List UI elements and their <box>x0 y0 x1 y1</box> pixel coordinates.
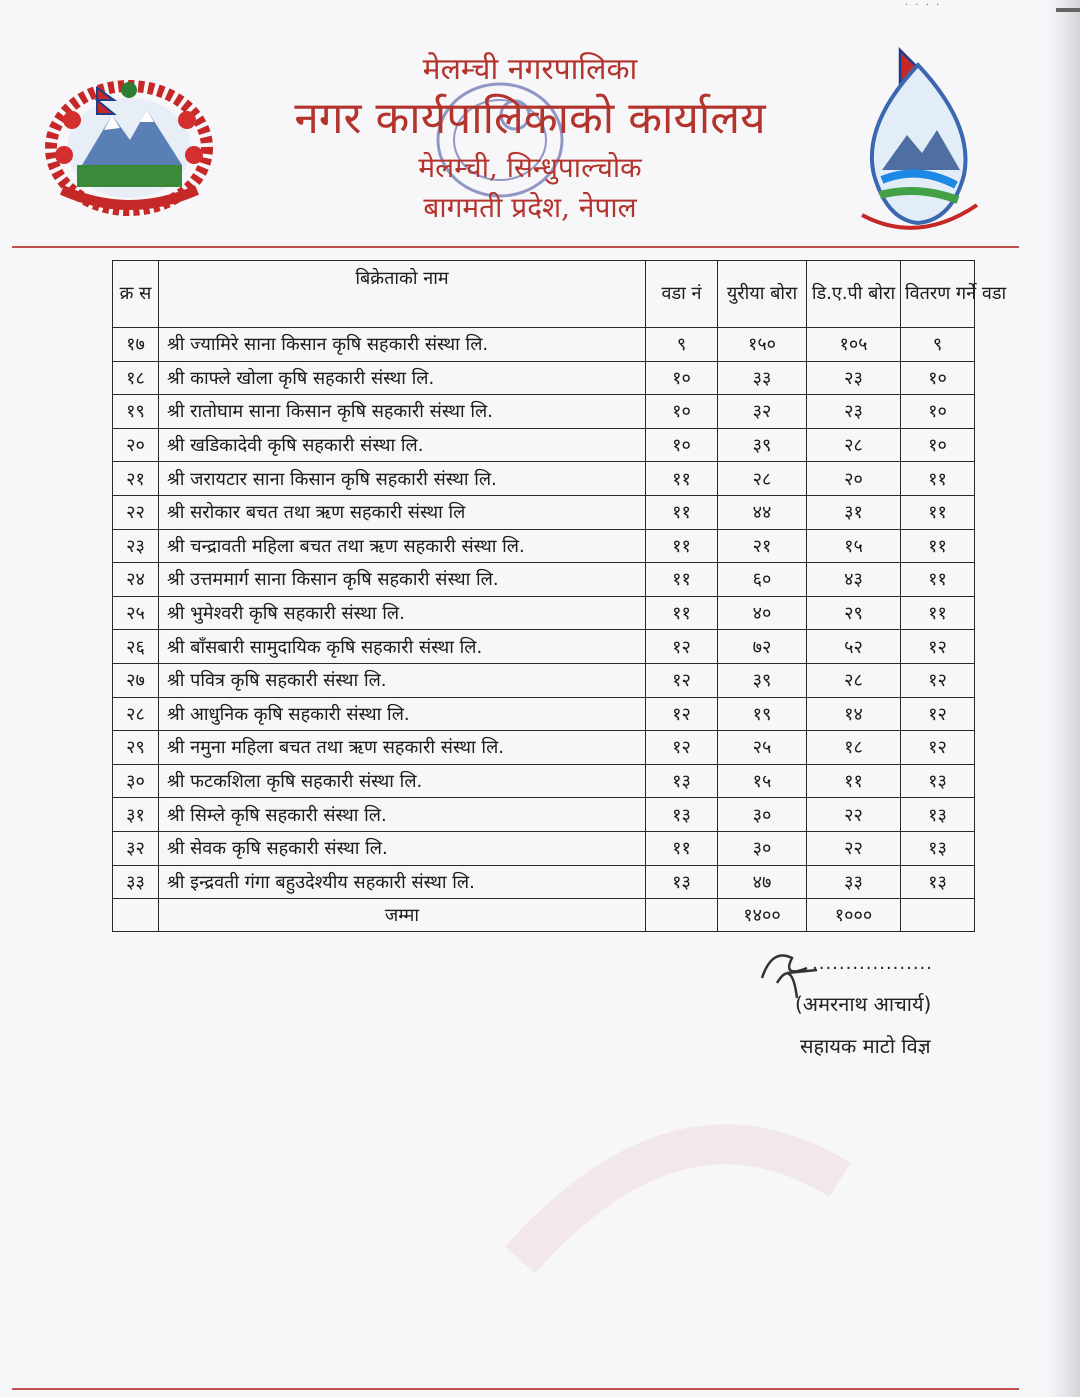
table-row <box>113 865 975 899</box>
municipality-name: मेलम्ची नगरपालिका <box>422 52 638 87</box>
ward-no-cell: ९ <box>646 328 718 362</box>
serial-cell: २८ <box>113 697 159 731</box>
distribution-ward-cell: १० <box>901 395 975 429</box>
faint-watermark <box>500 1060 860 1300</box>
seller-name-cell: श्री फटकशिला कृषि सहकारी संस्था लि. <box>159 764 646 798</box>
col-header-urea: युरीया बोरा <box>718 261 807 328</box>
table-row <box>113 563 975 597</box>
ward-no-cell: ११ <box>646 831 718 865</box>
seller-name-cell: श्री जरायटार साना किसान कृषि सहकारी संस्था लि. <box>159 462 646 496</box>
dap-cell: १८ <box>807 731 901 765</box>
table-row <box>113 764 975 798</box>
distribution-ward-cell: १२ <box>901 731 975 765</box>
ward-no-cell: १० <box>646 395 718 429</box>
seller-name-cell: श्री आधुनिक कृषि सहकारी संस्था लि. <box>159 697 646 731</box>
top-dots: · · · · <box>905 0 942 11</box>
distribution-ward-cell: १३ <box>901 764 975 798</box>
table-header-row <box>113 261 975 328</box>
serial-cell: १९ <box>113 395 159 429</box>
distribution-ward-cell: १० <box>901 428 975 462</box>
col-header-dap: डि.ए.पी बोरा <box>807 261 901 328</box>
dap-cell: ५२ <box>807 630 901 664</box>
urea-cell: १५ <box>718 764 807 798</box>
ward-no-cell: ११ <box>646 495 718 529</box>
serial-cell: २७ <box>113 663 159 697</box>
col-header-ward-no: वडा नं <box>646 261 718 328</box>
total-serial-cell <box>113 899 159 932</box>
serial-cell: २४ <box>113 563 159 597</box>
urea-cell: २१ <box>718 529 807 563</box>
seller-name-cell: श्री चन्द्रावती महिला बचत तथा ऋण सहकारी संस्था लि. <box>159 529 646 563</box>
total-dist-ward-cell <box>901 899 975 932</box>
signature-line: .................. <box>812 953 933 974</box>
serial-cell: ३२ <box>113 831 159 865</box>
table-row <box>113 663 975 697</box>
urea-cell: १५० <box>718 328 807 362</box>
seller-name-cell: श्री सिम्ले कृषि सहकारी संस्था लि. <box>159 798 646 832</box>
dap-cell: ११ <box>807 764 901 798</box>
signatory-title: सहायक माटो विज्ञ <box>800 1034 931 1058</box>
seller-name-cell: श्री खडिकादेवी कृषि सहकारी संस्था लि. <box>159 428 646 462</box>
urea-cell: ३० <box>718 798 807 832</box>
urea-cell: ३२ <box>718 395 807 429</box>
urea-cell: २५ <box>718 731 807 765</box>
serial-cell: २६ <box>113 630 159 664</box>
ward-no-cell: ११ <box>646 462 718 496</box>
seller-name-cell: श्री सेवक कृषि सहकारी संस्था लि. <box>159 831 646 865</box>
total-dap: १००० <box>807 899 901 932</box>
serial-cell: ३१ <box>113 798 159 832</box>
distribution-ward-cell: ११ <box>901 462 975 496</box>
urea-cell: ३९ <box>718 663 807 697</box>
dap-cell: २० <box>807 462 901 496</box>
serial-cell: ३० <box>113 764 159 798</box>
dap-cell: ३१ <box>807 495 901 529</box>
seller-name-cell: श्री रातोघाम साना किसान कृषि सहकारी संस्था लि. <box>159 395 646 429</box>
ward-no-cell: १२ <box>646 731 718 765</box>
col-header-seller-name: बिक्रेताको नाम <box>159 261 646 328</box>
distribution-ward-cell: ११ <box>901 596 975 630</box>
seller-name-cell: श्री पवित्र कृषि सहकारी संस्था लि. <box>159 663 646 697</box>
serial-cell: २२ <box>113 495 159 529</box>
distribution-ward-cell: १३ <box>901 798 975 832</box>
distribution-ward-cell: ९ <box>901 328 975 362</box>
serial-cell: ३३ <box>113 865 159 899</box>
ward-no-cell: १२ <box>646 697 718 731</box>
seller-name-cell: श्री भुमेश्वरी कृषि सहकारी संस्था लि. <box>159 596 646 630</box>
table-row <box>113 596 975 630</box>
table-row <box>113 697 975 731</box>
dap-cell: ४३ <box>807 563 901 597</box>
office-name: नगर कार्यपालिकाको कार्यालय <box>294 93 766 144</box>
distribution-ward-cell: ११ <box>901 563 975 597</box>
ward-no-cell: १२ <box>646 663 718 697</box>
ward-no-cell: ११ <box>646 596 718 630</box>
distribution-ward-cell: १३ <box>901 865 975 899</box>
urea-cell: ३९ <box>718 428 807 462</box>
serial-cell: २९ <box>113 731 159 765</box>
dap-cell: २९ <box>807 596 901 630</box>
serial-cell: २५ <box>113 596 159 630</box>
distribution-ward-cell: १२ <box>901 697 975 731</box>
dap-cell: २२ <box>807 831 901 865</box>
nepal-emblem-logo <box>42 70 217 220</box>
dap-cell: १४ <box>807 697 901 731</box>
ward-no-cell: १३ <box>646 865 718 899</box>
ward-no-cell: १३ <box>646 798 718 832</box>
urea-cell: १९ <box>718 697 807 731</box>
distribution-ward-cell: १२ <box>901 663 975 697</box>
table-row <box>113 428 975 462</box>
distribution-ward-cell: १२ <box>901 630 975 664</box>
melamchi-municipality-logo <box>852 45 984 235</box>
letterhead <box>200 50 860 228</box>
seller-name-cell: श्री ज्यामिरे साना किसान कृषि सहकारी संस्था लि. <box>159 328 646 362</box>
urea-cell: ४४ <box>718 495 807 529</box>
distribution-ward-cell: १३ <box>901 831 975 865</box>
seller-name-cell: श्री काफ्ले खोला कृषि सहकारी संस्था लि. <box>159 361 646 395</box>
urea-cell: ६० <box>718 563 807 597</box>
table-row <box>113 361 975 395</box>
serial-cell: २० <box>113 428 159 462</box>
table-row <box>113 798 975 832</box>
total-urea: १४०० <box>718 899 807 932</box>
serial-cell: १८ <box>113 361 159 395</box>
dap-cell: २३ <box>807 395 901 429</box>
col-header-serial: क्र स <box>113 261 159 328</box>
dap-cell: २८ <box>807 663 901 697</box>
serial-cell: २३ <box>113 529 159 563</box>
table-row <box>113 462 975 496</box>
serial-cell: १७ <box>113 328 159 362</box>
footer-divider <box>12 1388 1019 1390</box>
ward-no-cell: ११ <box>646 563 718 597</box>
dap-cell: २८ <box>807 428 901 462</box>
table-row <box>113 395 975 429</box>
seller-name-cell: श्री इन्द्रवती गंगा बहुउदेश्यीय सहकारी संस्था लि. <box>159 865 646 899</box>
seller-name-cell: श्री बाँसबारी सामुदायिक कृषि सहकारी संस्था लि. <box>159 630 646 664</box>
table-row <box>113 495 975 529</box>
urea-cell: ७२ <box>718 630 807 664</box>
seller-name-cell: श्री सरोकार बचत तथा ऋण सहकारी संस्था लि <box>159 495 646 529</box>
seller-name-cell: श्री नमुना महिला बचत तथा ऋण सहकारी संस्था लि. <box>159 731 646 765</box>
ward-no-cell: ११ <box>646 529 718 563</box>
table-row <box>113 831 975 865</box>
urea-cell: २८ <box>718 462 807 496</box>
distribution-table <box>112 260 1007 932</box>
table-row <box>113 731 975 765</box>
ward-no-cell: १० <box>646 428 718 462</box>
table-row <box>113 529 975 563</box>
ward-no-cell: १२ <box>646 630 718 664</box>
office-address: मेलम्ची, सिन्धुपाल्चोक <box>418 151 642 184</box>
seller-name-cell: श्री उत्तममार्ग साना किसान कृषि सहकारी संस्था लि. <box>159 563 646 597</box>
signatory-name: (अमरनाथ आचार्य) <box>795 992 932 1016</box>
table-row <box>113 328 975 362</box>
ward-no-cell: १३ <box>646 764 718 798</box>
table-total-row <box>113 899 975 932</box>
urea-cell: ३३ <box>718 361 807 395</box>
dap-cell: १०५ <box>807 328 901 362</box>
urea-cell: ४७ <box>718 865 807 899</box>
distribution-ward-cell: ११ <box>901 495 975 529</box>
dap-cell: १५ <box>807 529 901 563</box>
serial-cell: २१ <box>113 462 159 496</box>
dap-cell: ३३ <box>807 865 901 899</box>
dap-cell: २३ <box>807 361 901 395</box>
header-divider <box>12 246 1019 248</box>
province-country: बागमती प्रदेश, नेपाल <box>423 191 637 224</box>
col-header-distribution-ward: वितरण गर्ने वडा <box>901 261 975 328</box>
total-ward-cell <box>646 899 718 932</box>
distribution-ward-cell: ११ <box>901 529 975 563</box>
urea-cell: ४० <box>718 596 807 630</box>
total-label: जम्मा <box>159 899 646 932</box>
distribution-ward-cell: १० <box>901 361 975 395</box>
dap-cell: २२ <box>807 798 901 832</box>
scan-edge-shadow <box>1046 0 1080 1397</box>
urea-cell: ३० <box>718 831 807 865</box>
ward-no-cell: १० <box>646 361 718 395</box>
table-row <box>113 630 975 664</box>
